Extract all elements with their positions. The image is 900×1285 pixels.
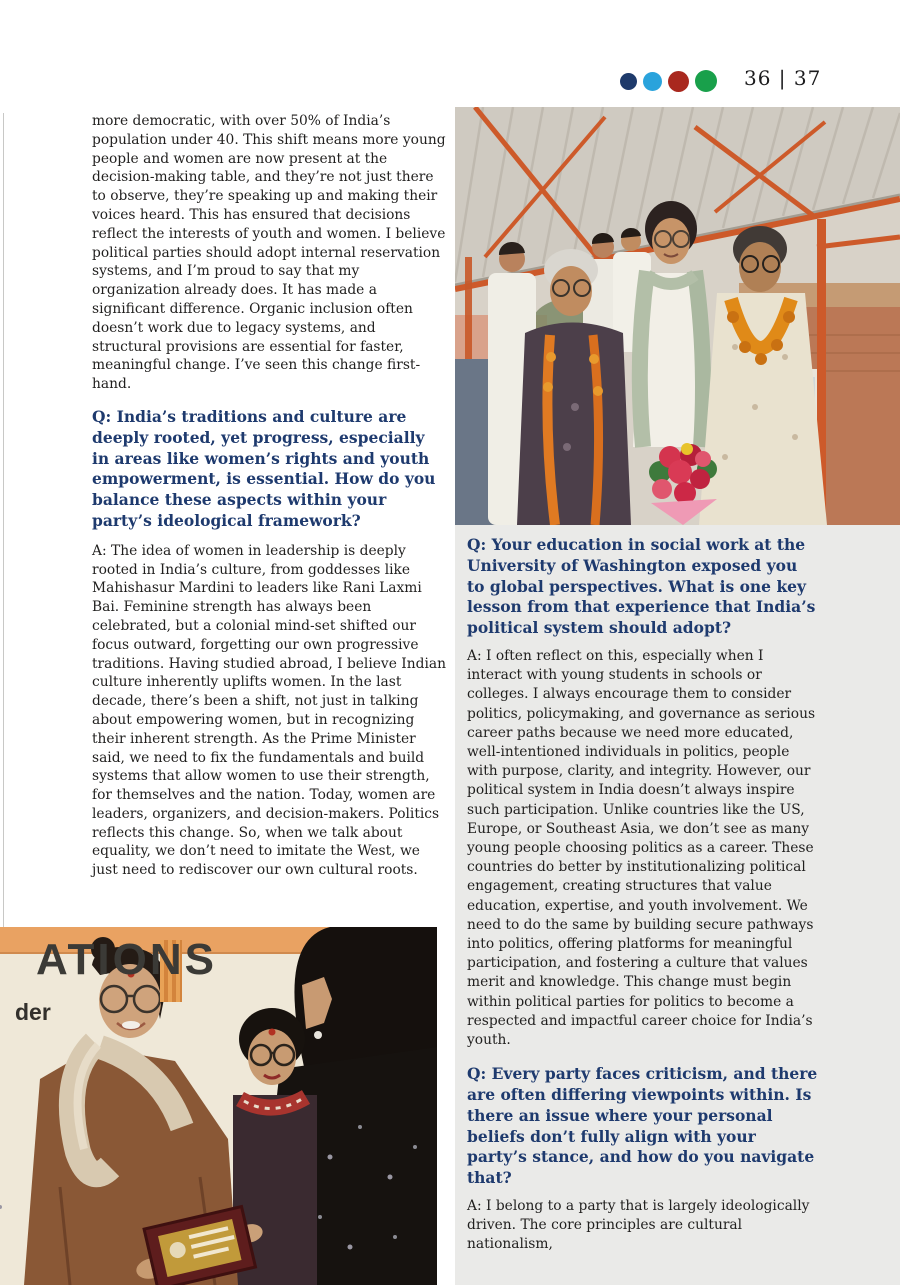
answer-paragraph-1: A: The idea of women in leadership is deeply rooted in India’s culture, from goddesses like Mahishasur Mardini to leaders like Rani Laxmi Bai. Feminine strength has always been celebrated, but a colonial mind-set shifted our focus outward, forgetting our own progressive traditions. Having studied abroad, I believe Indian culture inherently uplifts women. In the last decade, there’s been a shift, not just in talking about empowering women, but in recognizing their inherent strength. As the Prime Minister said, we need to fix the fundamentals and build systems that allow women to use their strength, for themselves and the nation. Today, women are leaders, organizers, and decision-makers. Politics reflects this change. So, when we talk about equality, we don’t need to imitate the West, we just need to rediscover our own cultural roots. [92, 542, 446, 879]
blue-dot-icon [643, 72, 662, 91]
intro-paragraph: more democratic, with over 50% of India’s population under 40. This shift means more young people and women are now present at the decision-making table, and they’re not just there to observe, they’re speaking up and making their voices heard. This has ensured that decisions reflect the interests of youth and women. I believe political parties should adopt internal reservation systems, and I’m proud to say that my organization already does. It has made a significant difference. Organic inclusion often doesn’t work due to legacy systems, and structural provisions are essential for faster, meaningful change. I’ve seen this change first-hand. [92, 113, 446, 393]
photo-bottom-left [0, 927, 437, 1285]
green-dot-icon [695, 70, 717, 92]
photo-top-right [455, 107, 900, 525]
answer-paragraph-3: A: I belong to a party that is largely ideologically driven. The core principles are cultural nationalism, [467, 1198, 810, 1253]
left-edge-rule [3, 113, 4, 927]
banner-text-fragment: ATIONS [36, 935, 217, 984]
page-numbers: 36 | 37 [744, 66, 822, 90]
navy-dot-icon [620, 73, 637, 90]
red-dot-icon [668, 71, 689, 92]
banner-text-fragment-small: der [15, 999, 51, 1025]
question-heading-3: Q: Every party faces criticism, and there are often differing viewpoints within. Is there an issue where your personal beliefs don’t fully align with your party’s stance, and how do you navigate that? [467, 1064, 818, 1188]
question-heading-1: Q: India’s traditions and culture are deeply rooted, yet progress, especially in areas like women’s rights and youth empowerment, is essential. How do you balance these aspects within your party’s ideological framework? [92, 406, 436, 530]
left-column [92, 112, 446, 880]
right-column-panel [455, 525, 900, 1285]
brand-dots [620, 70, 717, 92]
question-heading-2: Q: Your education in social work at the University of Washington exposed you to global perspectives. What is one key lesson from that experience that India’s political system should adopt? [467, 535, 816, 638]
answer-paragraph-2: A: I often reflect on this, especially when I interact with young students in schools or colleges. I always encourage them to consider politics, policymaking, and governance as serious career paths because we need more educated, well-intentioned individuals in politics, people with purpose, clarity, and integrity. However, our political system in India doesn’t always inspire such participation. Unlike countries like the US, Europe, or Southeast Asia, we don’t see as many young people choosing politics as a career. These countries do better by institutionalizing political engagement, creating structures that value education, expertise, and youth involvement. We need to do the same by building secure pathways into politics, offering platforms for meaningful participation, and fostering a culture that values merit and knowledge. This change must begin within political parties for politics to become a respected and impactful career choice for India’s youth. [467, 647, 816, 1049]
event-photo-illustration [455, 107, 900, 525]
